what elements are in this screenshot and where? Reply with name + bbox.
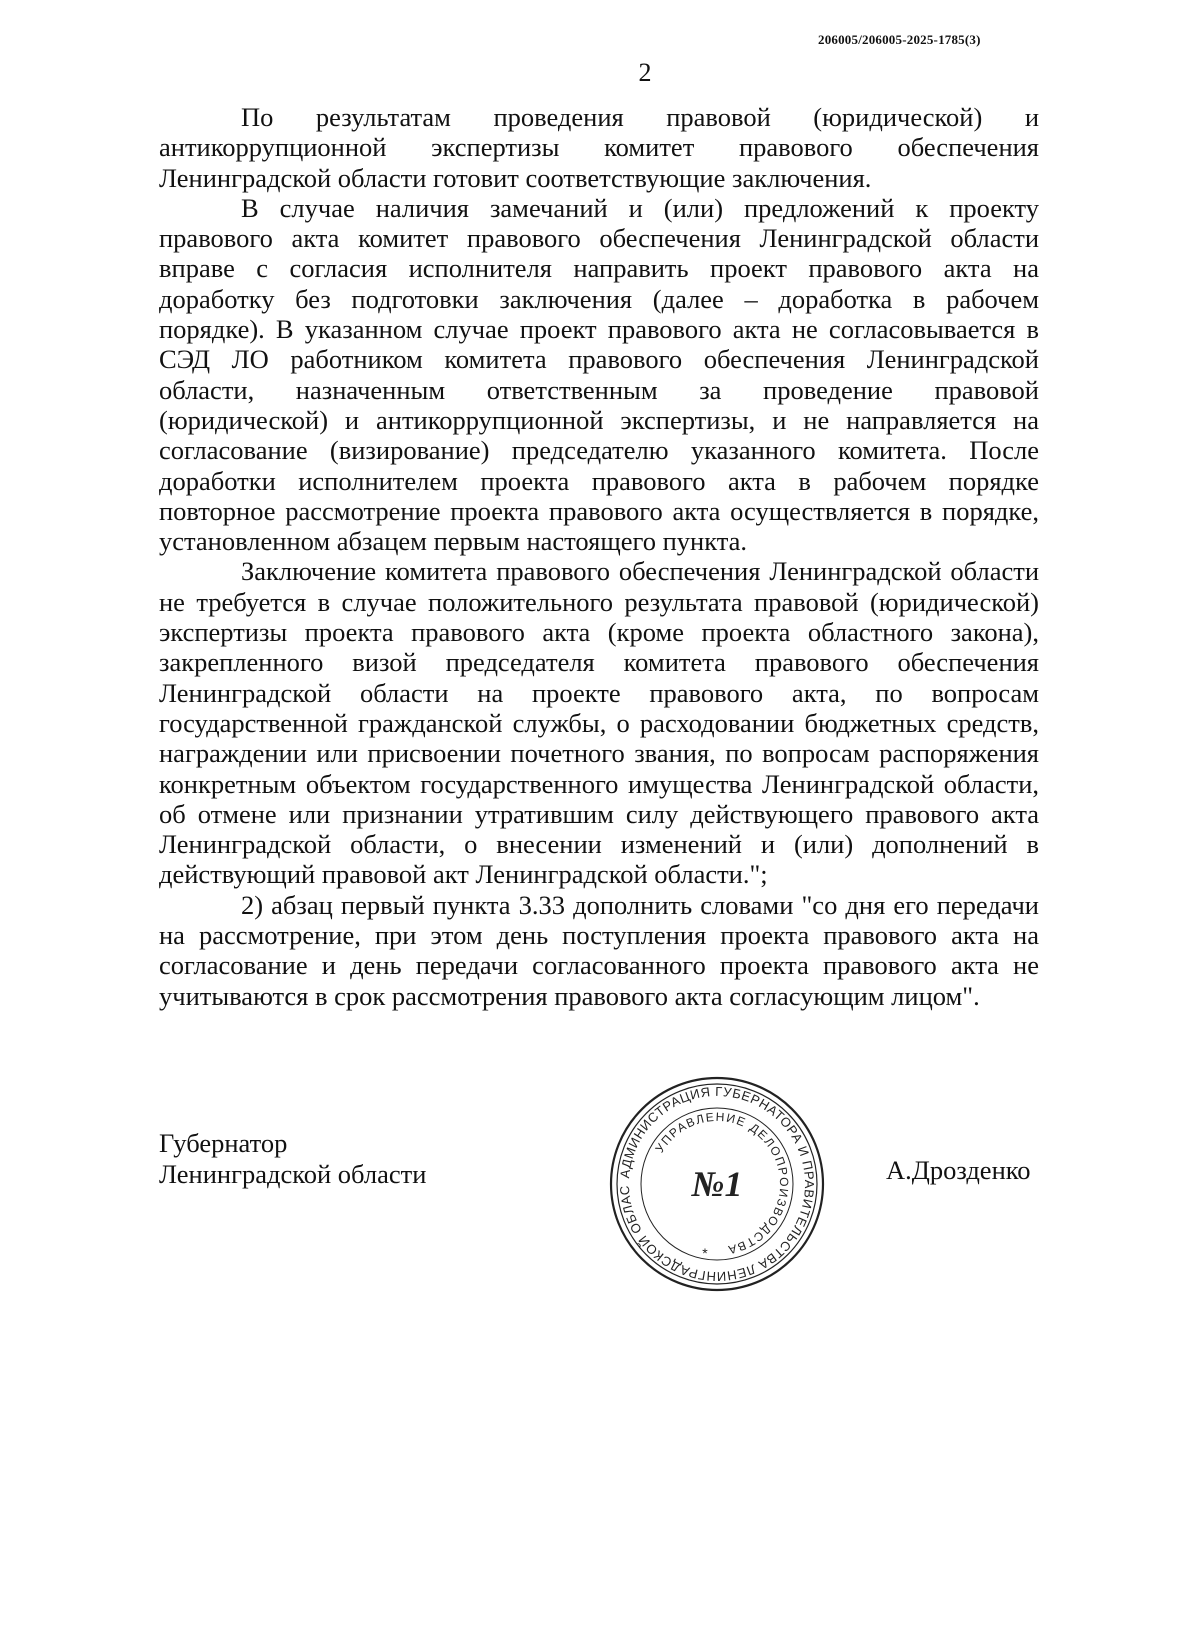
- seal-center-number: №1: [691, 1164, 743, 1204]
- page-number: 2: [638, 58, 652, 87]
- seal-outer-text: АДМИНИСТРАЦИЯ ГУБЕРНАТОРА И ПРАВИТЕЛЬСТВА ЛЕНИНГРАДСКОЙ ОБЛАС: [616, 1083, 818, 1285]
- paragraph: 2) абзац первый пункта 3.33 дополнить словами "со дня его передачи на рассмотрение, при этом день поступления проекта правового акта на согласование и день передачи согласованного проекта правового акта не учитываются в срок рассмотрения правового акта согласующим лицом".: [159, 889, 1039, 1011]
- seal-star: *: [702, 1245, 708, 1261]
- official-seal: [607, 1074, 827, 1294]
- document-id: 206005/206005-2025-1785(3): [818, 32, 981, 47]
- signatory-title-line: Губернатор: [159, 1128, 288, 1158]
- signatory-title: [159, 1128, 426, 1190]
- paragraph: В случае наличия замечаний и (или) предложений к проекту правового акта комитет правового обеспечения Ленинградской области вправе с согласия исполнителя направить проект правового акта на доработку без подготовки заключения (далее – доработка в рабочем порядке). В указанном случае проект правового акта не согласовывается в СЭД ЛО работником комитета правового обеспечения Ленинградской области, назначенным ответственным за проведение правовой (юридической) и антикоррупционной экспертизы, и не направляется на согласование (визирование) председателю указанного комитета. После доработки исполнителем проекта правового акта в рабочем порядке повторное рассмотрение проекта правового акта осуществляется в порядке, установленном абзацем первым настоящего пункта.: [159, 192, 1039, 557]
- signatory-name: А.Дрозденко: [886, 1155, 1031, 1185]
- official-seal-graphic: [607, 1074, 827, 1294]
- seal-inner-text: УПРАВЛЕНИЕ ДЕЛОПРОИЗВОДСТВА: [652, 1109, 792, 1258]
- paragraph: Заключение комитета правового обеспечения Ленинградской области не требуется в случае положительного результата правовой (юридической) экспертизы проекта правового акта (кроме проекта областного закона), закрепленного визой председателя комитета правового обеспечения Ленинградской области на проекте правового акта, по вопросам государственной гражданской службы, о расходовании бюджетных средств, награждении или присвоении почетного звания, по вопросам распоряжения конкретным объектом государственного имущества Ленинградской области, об отмене или признании утратившим силу действующего правового акта Ленинградской области, о внесении изменений и (или) дополнений в действующий правовой акт Ленинградской области.";: [159, 556, 1039, 890]
- document-body: [159, 102, 1039, 1011]
- paragraph: По результатам проведения правовой (юридической) и антикоррупционной экспертизы комитет правового обеспечения Ленинградской области готовит соответствующие заключения.: [159, 102, 1039, 193]
- signatory-title-line: Ленинградской области: [159, 1159, 427, 1189]
